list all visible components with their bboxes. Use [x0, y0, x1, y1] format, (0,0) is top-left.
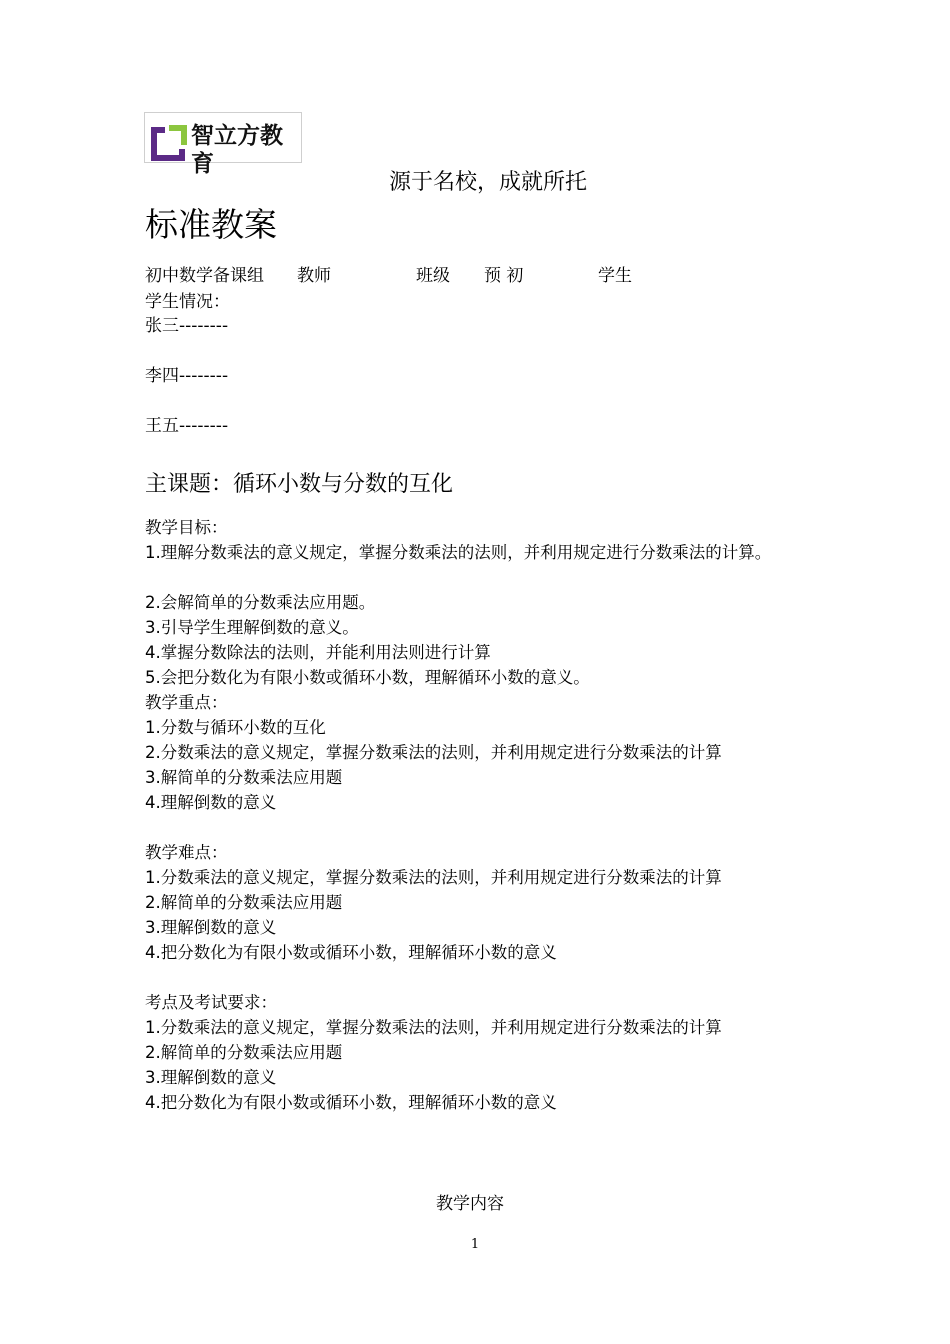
exam-item: 1.分数乘法的意义规定，掌握分数乘法的法则，并利用规定进行分数乘法的计算: [145, 1018, 722, 1037]
group-label: 初中数学备课组: [145, 266, 264, 286]
key-point-item: 3.解简单的分数乘法应用题: [145, 768, 343, 787]
difficulty-item: 1.分数乘法的意义规定，掌握分数乘法的法则，并利用规定进行分数乘法的计算: [145, 868, 722, 887]
difficulty-item: 3.理解倒数的意义: [145, 918, 277, 937]
student-entry: 王五--------: [145, 416, 229, 436]
difficulty-item: 4.把分数化为有限小数或循环小数，理解循环小数的意义: [145, 943, 557, 962]
logo-mark-icon: [149, 121, 189, 161]
exam-item: 3.理解倒数的意义: [145, 1068, 277, 1087]
document-title: 标准教案: [145, 205, 277, 244]
page-number: 1: [470, 1237, 480, 1252]
objective-item: 3.引导学生理解倒数的意义。: [145, 618, 359, 637]
key-point-item: 2.分数乘法的意义规定，掌握分数乘法的法则，并利用规定进行分数乘法的计算: [145, 743, 722, 762]
student-entry: 李四--------: [145, 366, 229, 386]
main-topic: 主课题：循环小数与分数的互化: [145, 472, 454, 497]
objective-item: 5.会把分数化为有限小数或循环小数，理解循环小数的意义。: [145, 668, 590, 687]
objectives-heading: 教学目标：: [145, 518, 228, 537]
difficulty-item: 2.解简单的分数乘法应用题: [145, 893, 343, 912]
slogan: 源于名校，成就所托: [388, 170, 587, 195]
student-label: 学生: [598, 266, 632, 286]
class-label: 班级: [416, 266, 450, 286]
objective-item: 4.掌握分数除法的法则，并能利用法则进行计算: [145, 643, 491, 662]
info-row: [145, 264, 845, 288]
student-status-label: 学生情况：: [145, 292, 230, 312]
difficulties-heading: 教学难点：: [145, 843, 228, 862]
brand-logo: [144, 112, 302, 177]
objective-item: 2.会解简单的分数乘法应用题。: [145, 593, 376, 612]
exam-heading: 考点及考试要求：: [145, 993, 277, 1012]
key-point-item: 1.分数与循环小数的互化: [145, 718, 326, 737]
key-points-heading: 教学重点：: [145, 693, 228, 712]
teaching-content-label: 教学内容: [436, 1194, 504, 1214]
objective-item: 1.理解分数乘法的意义规定，掌握分数乘法的法则，并利用规定进行分数乘法的计算。: [145, 543, 772, 562]
teacher-label: 教师: [297, 266, 331, 286]
logo-text: 智立方教育: [191, 123, 283, 177]
class-value: 预 初: [484, 266, 524, 286]
key-point-item: 4.理解倒数的意义: [145, 793, 277, 812]
exam-item: 4.把分数化为有限小数或循环小数，理解循环小数的意义: [145, 1093, 557, 1112]
student-entry: 张三--------: [145, 316, 229, 336]
exam-item: 2.解简单的分数乘法应用题: [145, 1043, 343, 1062]
